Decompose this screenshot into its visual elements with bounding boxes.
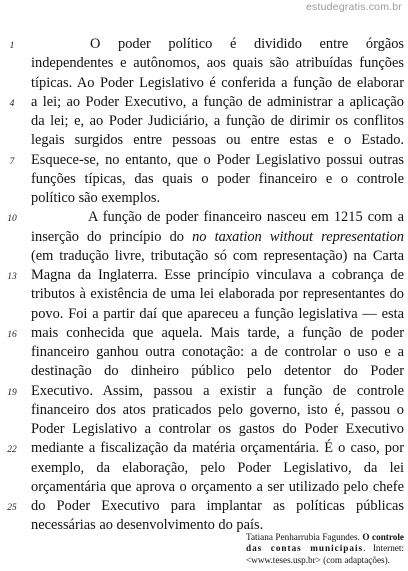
citation-line-3: [246, 555, 404, 566]
text-line: [0, 401, 408, 420]
line-text: [31, 247, 404, 266]
citation-note: (com adaptações).: [323, 554, 390, 565]
text-segment: a lei; ao Poder Executivo, a função de administrar a aplicação: [31, 93, 404, 110]
text-segment: típicas. Ao Poder Legislativo é conferida a função de elaborar: [31, 74, 404, 91]
text-line: [0, 151, 408, 170]
citation-line-2: [246, 543, 404, 554]
text-line: [0, 439, 408, 458]
text-segment: destinação do dinheiro público pelo detentor do Poder: [31, 363, 404, 380]
text-segment: Poder Legislativo a controlar os gastos do Poder Executivo: [31, 421, 404, 437]
text-line: [0, 189, 408, 208]
line-text: [31, 362, 404, 381]
text-line: [0, 74, 408, 93]
line-text: [31, 228, 404, 247]
text-line: [0, 131, 408, 150]
line-number: 25: [7, 503, 17, 513]
text-line: [0, 54, 408, 73]
text-segment: O poder político é dividido entre órgãos: [90, 36, 404, 52]
text-line: [0, 93, 408, 112]
text-segment: Executivo. Assim, passou a existir a função de controle: [31, 382, 404, 399]
source-citation: [246, 532, 404, 566]
line-text: [88, 208, 404, 227]
text-segment: tributos à existência de uma lei elaborada por representantes do: [31, 286, 404, 303]
text-segment: legais surgidos entre pessoas ou entre estas e o Estado.: [31, 132, 404, 149]
line-number: 10: [7, 214, 17, 225]
text-line: [0, 420, 408, 439]
text-line: [0, 497, 408, 516]
text-segment: independentes e autônomos, aos quais são atribuídas funções: [31, 55, 404, 72]
line-number: 16: [7, 329, 17, 340]
text-line: [0, 324, 408, 343]
line-text: [31, 497, 404, 516]
text-segment: Esquece-se, no entanto, que o Poder Legislativo possui outras: [31, 151, 404, 168]
citation-title-a: O controle: [362, 532, 404, 542]
citation-internet: . Internet:: [363, 543, 404, 554]
line-text: [31, 189, 404, 208]
text-segment: do Poder Executivo para implantar as políticas públicas: [31, 498, 404, 514]
citation-author: Tatiana Penharrubia Fagundes.: [246, 532, 360, 542]
line-number: 13: [7, 272, 17, 282]
text-segment: necessárias ao desenvolvimento do país.: [31, 517, 264, 534]
site-watermark: estudegratis.com.br: [305, 1, 402, 13]
line-number: 19: [7, 387, 17, 398]
line-text: [31, 151, 404, 170]
line-text: [31, 420, 404, 439]
text-line: [0, 170, 408, 189]
text-segment: povo. Foi a partir daí que apareceu a função legislativa — esta: [31, 305, 404, 322]
line-text: [31, 439, 404, 458]
text-segment: Magna da Inglaterra. Esse princípio vinculava a cobrança de: [31, 267, 404, 283]
text-line: [0, 208, 408, 227]
line-number: 22: [7, 445, 17, 456]
line-text: [31, 459, 404, 478]
text-segment: financeiro dos atos praticados pelo governo, isto é, passou o: [31, 401, 404, 418]
text-segment: exemplo, da elaboração, pelo Poder Legislativo, da lei: [31, 459, 404, 476]
line-text: [31, 266, 404, 285]
line-text: [31, 170, 404, 189]
text-segment: A função de poder financeiro nasceu em 1215 com a: [88, 209, 404, 226]
line-text: [31, 324, 404, 343]
text-line: [0, 112, 408, 131]
line-number: 1: [9, 41, 15, 51]
text-segment: (em tradução livre, tributação só com representação) na Carta: [31, 247, 404, 264]
text-line: [0, 362, 408, 381]
line-number: 7: [9, 156, 15, 167]
text-segment: financeiro ganhou outra conotação: a de controlar o uso e a: [31, 344, 404, 360]
italic-phrase: no taxation without representation: [192, 228, 404, 245]
line-text: [31, 131, 404, 150]
text-line: [0, 478, 408, 497]
line-text: [31, 74, 404, 93]
citation-url: <www.teses.usp.br>: [246, 554, 321, 565]
text-segment: da lei; e, ao Poder Judiciário, a função de dirimir os conflitos: [31, 113, 404, 129]
line-text: [31, 382, 404, 401]
text-segment: mediante a fiscalização da matéria orçamentária. É o caso, por: [31, 440, 404, 457]
line-text: [31, 285, 404, 304]
text-segment: orçamentária que aprova o orçamento a ser utilizado pelo chefe: [31, 478, 404, 495]
text-line: [0, 382, 408, 401]
line-text: [31, 93, 404, 112]
line-text: [31, 478, 404, 497]
text-segment: inserção do princípio do: [31, 228, 193, 245]
citation-line-1: [246, 532, 404, 543]
text-line: [0, 247, 408, 266]
citation-title-b: das contas municipais: [246, 543, 364, 554]
text-line: [0, 305, 408, 324]
line-text: [90, 35, 404, 54]
text-line: [0, 228, 408, 247]
line-text: [31, 54, 404, 73]
text-line: [0, 343, 408, 362]
line-text: [31, 343, 404, 362]
text-segment: mais conhecida que aquela. Mais tarde, a função de poder: [31, 324, 404, 341]
text-body: [0, 35, 408, 536]
text-line: [0, 266, 408, 285]
line-number: 4: [9, 98, 15, 109]
text-segment: político são exemplos.: [31, 190, 161, 206]
text-line: [0, 459, 408, 478]
text-segment: funções típicas, das quais o poder financeiro e o controle: [31, 170, 404, 187]
line-text: [31, 401, 404, 420]
text-line: [0, 285, 408, 304]
text-line: [0, 35, 408, 54]
line-text: [31, 305, 404, 324]
line-text: [31, 112, 404, 131]
